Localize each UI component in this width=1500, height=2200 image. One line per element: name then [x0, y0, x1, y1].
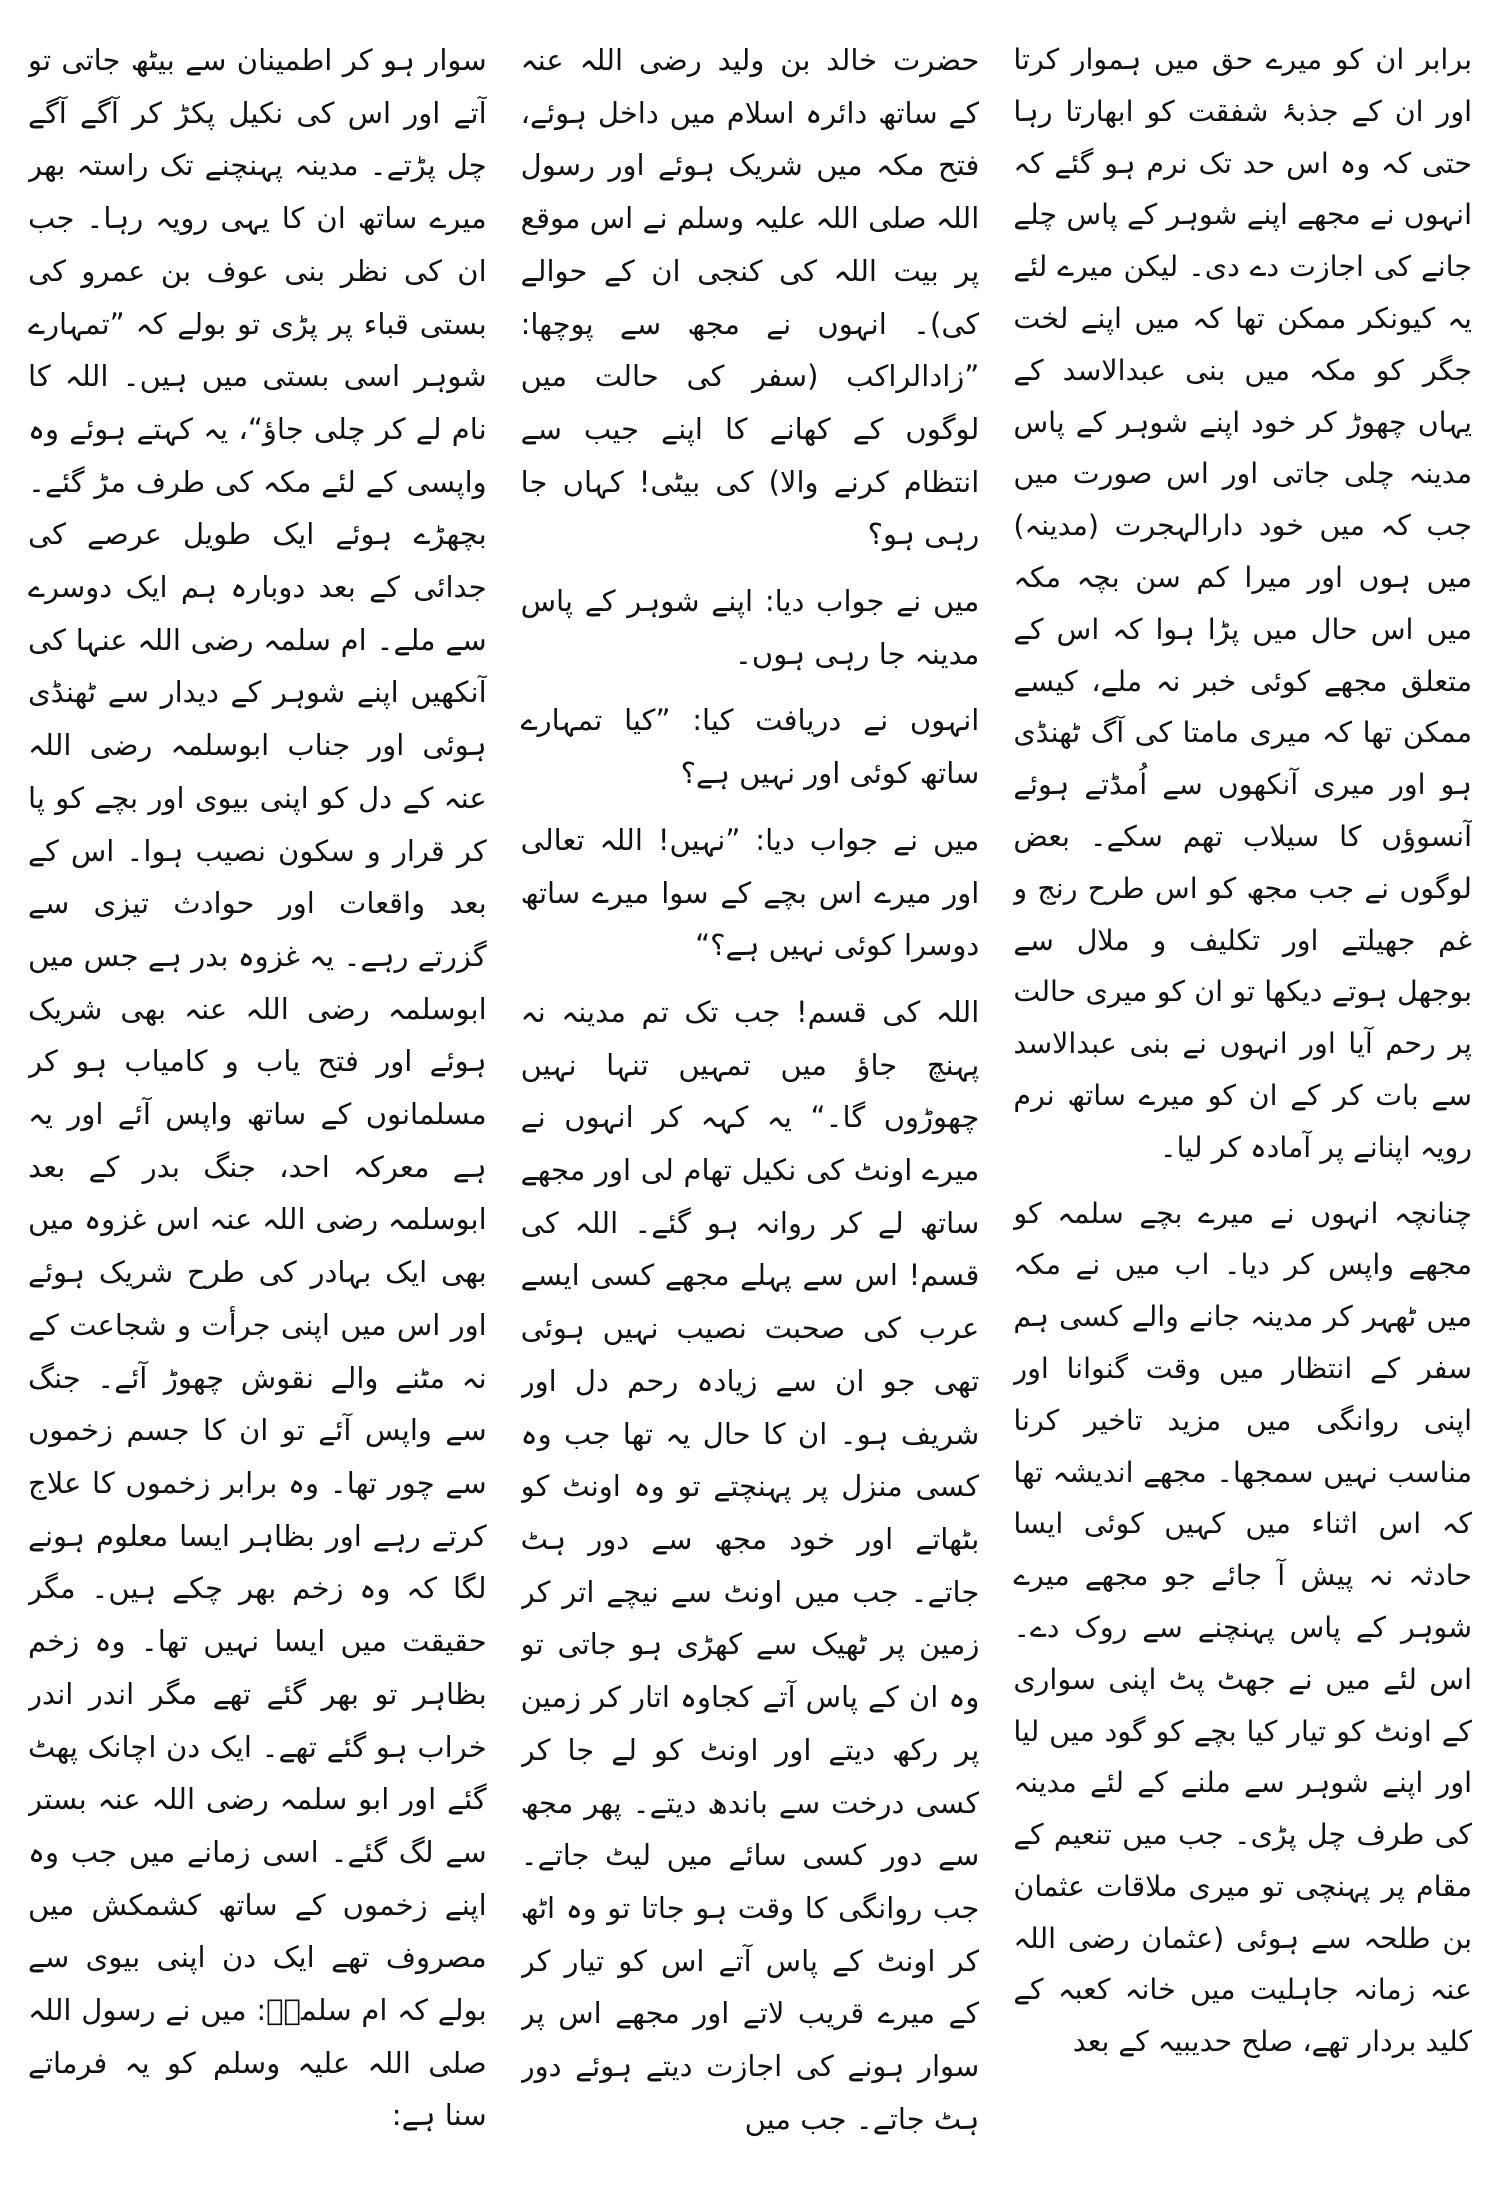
paragraph: میں نے جواب دیا: اپنے شوہر کے پاس مدینہ جا رہی ہوں۔	[520, 584, 980, 671]
paragraph: انہوں نے دریافت کیا: ”کیا تمہارے ساتھ کوئی اور نہیں ہے؟	[520, 703, 980, 791]
column-right	[1013, 34, 1472, 2170]
text-columns	[28, 34, 1472, 2170]
paragraph: میں نے جواب دیا: ”نہیں! اللہ تعالی اور میرے اس بچے کے سوا میرے ساتھ دوسرا کوئی نہیں ہے؟“	[520, 822, 980, 963]
paragraph: برابر ان کو میرے حق میں ہموار کرتا اور ان کے جذبۂ شفقت کو ابھارتا رہا حتی کہ وہ اس حد تک نرم ہو گئے کہ انہوں نے مجھے اپنے شوہر کے پاس چلے جانے کی اجازت دے دی۔ لیکن میرے لئے یہ کیونکر ممکن تھا کہ میں اپنے لخت جگر کو مکہ میں بنی عبدالاسد کے یہاں چھوڑ کر خود اپنے شوہر کے پاس مدینہ چلی جاتی اور اس صورت میں جب کہ میں خود دارالہجرت (مدینہ) میں ہوں اور میرا کم سن بچہ مکہ میں اس حال میں پڑا ہوا کہ اس کے متعلق مجھے کوئی خبر نہ ملے، کیسے ممکن تھا کہ میری مامتا کی آگ ٹھنڈی ہو اور میری آنکھوں سے اُمڈتے ہوئے آنسوؤں کا سیلاب تھم سکے۔ بعض لوگوں نے جب مجھ کو اس طرح رنج و غم جھیلتے اور تکلیف و ملال سے بوجھل ہوتے دیکھا تو ان کو میری حالت پر رحم آیا اور انہوں نے بنی عبدالاسد سے بات کر کے ان کو میرے ساتھ نرم رویہ اپنانے پر آمادہ کر لیا۔	[1013, 43, 1472, 1164]
column-middle	[521, 34, 980, 2170]
paragraph: حضرت خالد بن ولید رضی اللہ عنہ کے ساتھ دائرہ اسلام میں داخل ہوئے، فتح مکہ میں شریک ہوئے اور رسول اللہ صلی اللہ علیہ وسلم نے اس موقع پر بیت اللہ کی کنجی ان کے حوالے کی)۔ انہوں نے مجھ سے پوچھا: ”زادالراکب (سفر کی حالت میں لوگوں کے کھانے کا اپنے جیب سے انتظام کرنے والا) کی بیٹی! کہاں جا رہی ہو؟	[520, 43, 980, 552]
paragraph: چنانچہ انہوں نے میرے بچے سلمہ کو مجھے واپس کر دیا۔ اب میں نے مکہ میں ٹھہر کر مدینہ جانے والے کسی ہم سفر کے انتظار میں وقت گنوانا اور اپنی روانگی میں مزید تاخیر کرنا مناسب نہیں سمجھا۔ مجھے اندیشہ تھا کہ اس اثناء میں کہیں کوئی ایسا حادثہ نہ پیش آ جائے جو مجھے میرے شوہر کے پاس پہنچنے سے روک دے۔ اس لئے میں نے جھٹ پٹ اپنی سواری کے اونٹ کو تیار کیا بچے کو گود میں لیا اور اپنے شوہر سے ملنے کے لئے مدینہ کی طرف چل پڑی۔ جب میں تنعیم کے مقام پر پہنچی تو میری ملاقات عثمان بن طلحہ سے ہوئی (عثمان رضی اللہ عنہ زمانہ جاہلیت میں خانہ کعبہ کے کلید بردار تھے، صلح حدیبیہ کے بعد	[1013, 1196, 1472, 2059]
column-left	[28, 34, 487, 2170]
paragraph: اللہ کی قسم! جب تک تم مدینہ نہ پہنچ جاؤ میں تمہیں تنہا نہیں چھوڑوں گا۔“ یہ کہہ کر انہوں نے میرے اونٹ کی نکیل تھام لی اور مجھے ساتھ لے کر روانہ ہو گئے۔ اللہ کی قسم! اس سے پہلے مجھے کسی ایسے عرب کی صحبت نصیب نہیں ہوئی تھی جو ان سے زیادہ رحم دل اور شریف ہو۔ ان کا حال یہ تھا جب وہ کسی منزل پر پہنچتے تو وہ اونٹ کو بٹھاتے اور خود مجھ سے دور ہٹ جاتے۔ جب میں اونٹ سے نیچے اتر کر زمین پر ٹھیک سے کھڑی ہو جاتی تو وہ ان کے پاس آتے کجاوہ اتار کر زمین پر رکھ دیتے اور اونٹ کو لے جا کر کسی درخت سے باندھ دیتے۔ پھر مجھ سے دور کسی سائے میں لیٹ جاتے۔ جب روانگی کا وقت ہو جاتا تو وہ اٹھ کر اونٹ کے پاس آتے اس کو تیار کر کے میرے قریب لاتے اور مجھے اس پر سوار ہونے کی اجازت دیتے ہوئے دور ہٹ جاتے۔ جب میں	[520, 994, 980, 2136]
paragraph: سوار ہو کر اطمینان سے بیٹھ جاتی تو آتے اور اس کی نکیل پکڑ کر آگے آگے چل پڑتے۔ مدینہ پہنچنے تک راستہ بھر میرے ساتھ ان کا یہی رویہ رہا۔ جب ان کی نظر بنی عوف بن عمرو کی بستی قباء پر پڑی تو بولے کہ ”تمہارے شوہر اسی بستی میں ہیں۔ اللہ کا نام لے کر چلی جاؤ“، یہ کہتے ہوئے وہ واپسی کے لئے مکہ کی طرف مڑ گئے۔ بچھڑے ہوئے ایک طویل عرصے کی جدائی کے بعد دوبارہ ہم ایک دوسرے سے ملے۔ ام سلمہ رضی اللہ عنہا کی آنکھیں اپنے شوہر کے دیدار سے ٹھنڈی ہوئی اور جناب ابوسلمہ رضی اللہ عنہ کے دل کو اپنی بیوی اور بچے کو پا کر قرار و سکون نصیب ہوا۔ اس کے بعد واقعات اور حوادث تیزی سے گزرتے رہے۔ یہ غزوہ بدر ہے جس میں ابوسلمہ رضی اللہ عنہ بھی شریک ہوئے اور فتح یاب و کامیاب ہو کر مسلمانوں کے ساتھ واپس آئے اور یہ ہے معرکہ احد، جنگ بدر کے بعد ابوسلمہ رضی اللہ عنہ اس غزوہ میں بھی ایک بہادر کی طرح شریک ہوئے اور اس میں اپنی جرأت و شجاعت کے نہ مٹنے والے نقوش چھوڑ آئے۔ جنگ سے واپس آئے تو ان کا جسم زخموں سے چور تھا۔ وہ برابر زخموں کا علاج کرتے رہے اور بظاہر ایسا معلوم ہونے لگا کہ وہ زخم بھر چکے ہیں۔ مگر حقیقت میں ایسا نہیں تھا۔ وہ زخم بظاہر تو بھر گئے تھے مگر اندر اندر خراب ہو گئے تھے۔ ایک دن اچانک پھٹ گئے اور ابو سلمہ رضی اللہ عنہ بستر سے لگ گئے۔ اسی زمانے میں جب وہ اپنے زخموں کے ساتھ کشمکش میں مصروف تھے ایک دن اپنی بیوی سے بولے کہ ام سلمہؓ: میں نے رسول اللہ صلی اللہ علیہ وسلم کو یہ فرماتے سنا ہے:	[27, 43, 487, 2133]
